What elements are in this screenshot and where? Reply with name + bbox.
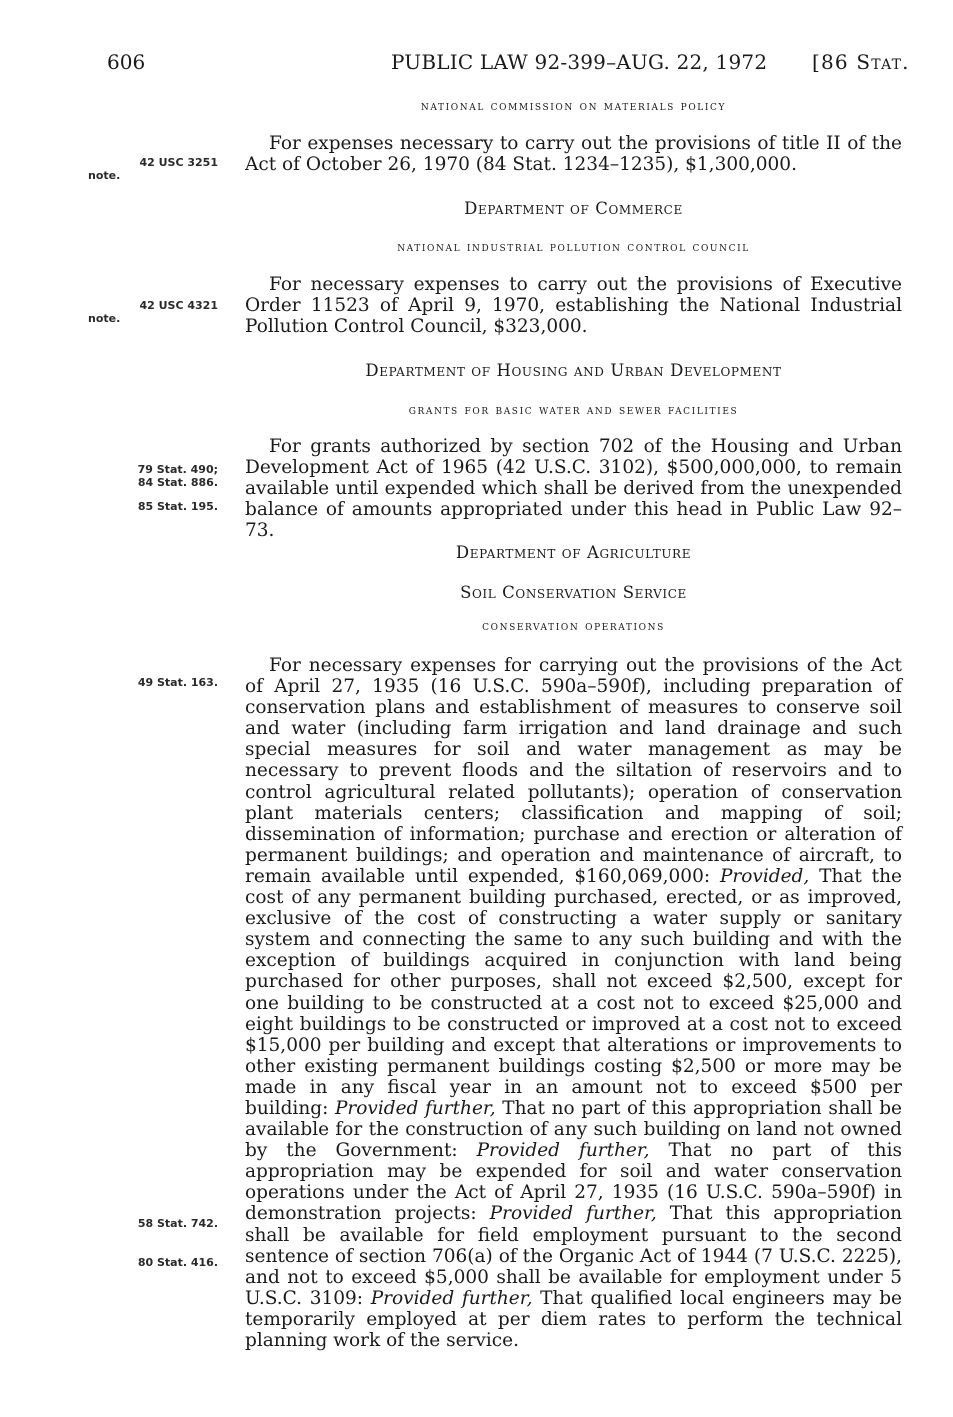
margin-note-49stat163: 49 Stat. 163. [137,676,218,689]
margin-note-79stat490 [78,463,218,489]
margin-note-42usc3251 [78,156,218,182]
paragraph-pollution-council: For necessary expenses to carry out the provisions of Executive Order 11523 of April 9, 1970, establishing the National Industrial Pollution Control Council, $323,000. [245,274,902,338]
page-number: 606 [107,50,146,74]
provided-clause-4: Provided further, [489,1203,657,1225]
margin-note-line: 79 Stat. 490; [137,463,218,476]
operations-text-4: That no part of this appropriation may be expended for soil and water conservation operations under the Act of April 27, 1935 (16 U.S.C. 590a–590f) in demonstration projects: [245,1140,902,1225]
margin-note-85stat195: 85 Stat. 195. [137,500,218,513]
volume-reference: [86 Stat. [812,50,910,74]
margin-note-42usc4321 [78,299,218,325]
margin-note-line: 84 Stat. 886. [137,476,218,489]
heading-hud: Department of Housing and Urban Development [365,361,782,380]
heading-soil-conservation: Soil Conservation Service [460,583,687,602]
running-title: PUBLIC LAW 92-399–AUG. 22, 1972 [391,50,768,74]
operations-text-5: That this appropriation shall be available for field employment pursuant to the second sentence of section 706(a) of the Organic Act of 1944 (7 U.S.C. 2225), and not to exceed $5,000 shall be available for employment under 5 U.S.C. 3109: [245,1203,902,1309]
margin-note-line: 42 USC 4321 [139,299,218,312]
margin-note-80stat416: 80 Stat. 416. [137,1256,218,1269]
margin-note-line: 42 USC 3251 [139,156,218,169]
heading-conservation-operations: conservation operations [482,619,665,634]
paragraph-grants: For grants authorized by section 702 of the Housing and Urban Development Act of 1965 (42 U.S.C. 3102), $500,000,000, to remain available until expended which shall be derived from the unexpended balance of amounts appropriated under this head in Public Law 92–73. [245,436,902,542]
heading-commerce: Department of Commerce [464,199,683,218]
operations-text-3: That no part of this appropriation shall be available for the construction of any such building on land not owned by the Government: [245,1097,902,1162]
heading-grants: grants for basic water and sewer facilities [408,403,739,418]
heading-agriculture: Department of Agriculture [455,543,692,562]
margin-note-line: note. [88,169,121,182]
margin-note-58stat742: 58 Stat. 742. [137,1217,218,1230]
provided-clause-2: Provided further, [334,1097,496,1119]
operations-text-6: That qualified local engineers may be temporarily employed at per diem rates to perform the technical planning work of the service. [245,1287,902,1351]
heading-pollution-council: national industrial pollution control council [397,240,750,255]
margin-note-line: note. [88,312,121,325]
provided-clause-3: Provided further, [476,1140,650,1162]
operations-text-2: That the cost of any permanent building purchased, erected, or as improved, exclusive of the cost of constructing a water supply or sanitary system and connecting the same to any such building and with the exception of buildings acquired in conjunction with land being purchased for other purposes, shall not exceed $2,500, except for one building to be constructed at a cost not to exceed $25,000 and eight buildings to be constructed or improved at a cost not to exceed $15,000 per building and except that alterations or improvements to other existing permanent buildings costing $2,500 or more may be made in any fiscal year in an amount not to exceed $500 per building: [245,865,902,1119]
paragraph-materials-policy: For expenses necessary to carry out the provisions of title II of the Act of October 26, 1970 (84 Stat. 1234–1235), $1,300,000. [245,133,902,176]
provided-clause-5: Provided further, [370,1287,533,1309]
provided-clause-1: Provided, [719,865,810,887]
operations-text-1: For necessary expenses for carrying out the provisions of the Act of April 27, 1935 (16 U.S.C. 590a–590f), including preparation of conservation plans and establishment of measures to conserve soil and water (including farm irrigation and land drainage and such special measures for soil and water management as may be necessary to prevent floods and the siltation of reservoirs and to control agricultural related pollutants); operation of conservation plant materials centers; classification and mapping of soil; dissemination of information; purchase and erection or alteration of permanent buildings; and operation and maintenance of aircraft, to remain available until expended, $160,069,000: [245,655,902,887]
paragraph-conservation-operations [245,655,902,1351]
heading-materials-policy: national commission on materials policy [420,99,727,114]
